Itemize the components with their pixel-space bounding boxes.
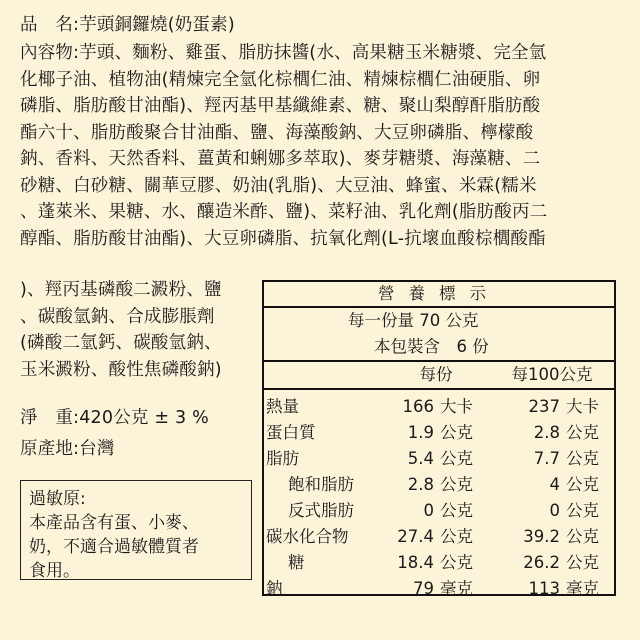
ingredients-line: 、碳酸氫鈉、合成膨脹劑 xyxy=(20,306,215,327)
nutrition-row xyxy=(264,498,614,524)
per-100g-value: 113 xyxy=(528,579,560,598)
per-serving-unit: 公克 xyxy=(440,423,473,442)
ingredients-list xyxy=(20,40,632,252)
nutrition-row xyxy=(264,420,614,446)
per-100g-value: 4 xyxy=(549,475,560,494)
nutrient-label: 鈉 xyxy=(266,579,283,598)
nutrition-serving-info xyxy=(264,308,614,362)
nutrition-title: 營養標示 xyxy=(264,282,614,308)
ingredients-line: 磷脂、脂肪酸甘油酯)、羥丙基甲基纖維素、糖、聚山梨醇酐脂肪酸 xyxy=(20,96,541,116)
ingredients-line: 酯六十、脂肪酸聚合甘油酯、鹽、海藻酸鈉、大豆卵磷脂、檸檬酸 xyxy=(20,122,534,143)
nutrient-label: 反式脂肪 xyxy=(288,501,354,520)
per-100g-value: 39.2 xyxy=(523,527,560,546)
ingredients-line: (磷酸二氫鈣、碳酸氫鈉、 xyxy=(20,333,222,353)
nutrient-label: 蛋白質 xyxy=(266,423,316,442)
ingredients-line: 砂糖、白砂糖、關華豆膠、奶油(乳脂)、大豆油、蜂蜜、米霖(糯米 xyxy=(20,175,537,196)
nutrition-table xyxy=(262,280,616,596)
nutrition-row xyxy=(264,394,614,420)
origin: 原產地:台灣 xyxy=(20,439,115,459)
allergen-box xyxy=(20,480,252,580)
nutrition-row xyxy=(264,550,614,576)
per-serving-unit: 公克 xyxy=(440,553,473,572)
per-100g-value: 237 xyxy=(528,397,560,416)
per-serving-unit: 公克 xyxy=(440,475,473,494)
per-serving-unit: 公克 xyxy=(440,527,473,546)
nutrition-rows xyxy=(264,390,614,602)
per-100g-unit: 大卡 xyxy=(566,397,599,416)
per-100g-value: 0 xyxy=(549,501,560,520)
ingredients-line: 內容物:芋頭、麵粉、雞蛋、脂肪抹醬(水、高果糖玉米糖漿、完全氫 xyxy=(20,43,547,63)
per-100g-value: 26.2 xyxy=(523,553,560,572)
nutrition-row xyxy=(264,524,614,550)
per-100g-unit: 公克 xyxy=(566,527,599,546)
per-100g-unit: 公克 xyxy=(566,423,599,442)
per-serving-value: 0 xyxy=(423,501,434,520)
per-serving-value: 166 xyxy=(402,397,434,416)
allergen-title: 過敏原: xyxy=(29,489,86,509)
per-serving-unit: 公克 xyxy=(440,449,473,468)
nutrition-row xyxy=(264,446,614,472)
allergen-line: 本產品含有蛋、小麥、 xyxy=(29,513,199,533)
per-100g-unit: 公克 xyxy=(566,553,599,572)
allergen-line: 食用。 xyxy=(29,561,80,581)
ingredients-line: 醇酯、脂肪酸甘油酯)、大豆卵磷脂、抗氧化劑(L-抗壞血酸棕櫚酸酯 xyxy=(20,228,546,249)
ingredients-line: 鈉、香料、天然香料、薑黃和蜊娜多萃取)、麥芽糖漿、海藻糖、二 xyxy=(20,149,541,169)
nutrition-header xyxy=(264,362,614,390)
nutrient-label: 碳水化合物 xyxy=(266,527,349,546)
col-per-serving: 每份 xyxy=(419,365,453,384)
nutrient-label: 飽和脂肪 xyxy=(288,475,354,494)
servings-per-package: 本包裝含 6 份 xyxy=(374,337,489,356)
per-serving-unit: 大卡 xyxy=(440,397,473,416)
product-name: 品 名:芋頭銅鑼燒(奶蛋素) xyxy=(20,15,235,35)
per-serving-value: 5.4 xyxy=(407,449,434,468)
ingredients-line: 化椰子油、植物油(精煉完全氫化棕櫚仁油、精煉棕櫚仁油硬脂、卵 xyxy=(20,69,541,90)
per-100g-unit: 公克 xyxy=(566,501,599,520)
net-weight: 淨 重:420公克 ± 3 % xyxy=(20,408,209,428)
per-serving-value: 79 xyxy=(413,579,434,598)
ingredients-line: 、蓬萊米、果糖、水、釀造米酢、鹽)、菜籽油、乳化劑(脂肪酸丙二 xyxy=(20,202,548,222)
per-serving-value: 18.4 xyxy=(397,553,434,572)
ingredients-line: 玉米澱粉、酸性焦磷酸鈉) xyxy=(20,359,222,380)
nutrient-label: 熱量 xyxy=(266,397,299,416)
ingredients-line: )、羥丙基磷酸二澱粉、鹽 xyxy=(20,280,222,300)
nutrition-row xyxy=(264,472,614,498)
per-serving-value: 1.9 xyxy=(407,423,434,442)
per-100g-value: 7.7 xyxy=(533,449,560,468)
ingredients-continued xyxy=(20,277,260,383)
per-100g-value: 2.8 xyxy=(533,423,560,442)
nutrient-label: 脂肪 xyxy=(266,449,299,468)
allergen-line: 奶，不適合過敏體質者 xyxy=(29,537,199,557)
per-100g-unit: 公克 xyxy=(566,475,599,494)
col-per-100g: 每100公克 xyxy=(511,365,593,384)
per-serving-unit: 公克 xyxy=(440,501,473,520)
per-100g-unit: 毫克 xyxy=(566,579,599,598)
per-100g-unit: 公克 xyxy=(566,449,599,468)
nutrition-row xyxy=(264,576,614,602)
per-serving-unit: 毫克 xyxy=(440,579,473,598)
serving-size: 每一份量 70 公克 xyxy=(348,311,479,330)
per-serving-value: 2.8 xyxy=(407,475,434,494)
nutrient-label: 糖 xyxy=(288,553,305,572)
per-serving-value: 27.4 xyxy=(397,527,434,546)
